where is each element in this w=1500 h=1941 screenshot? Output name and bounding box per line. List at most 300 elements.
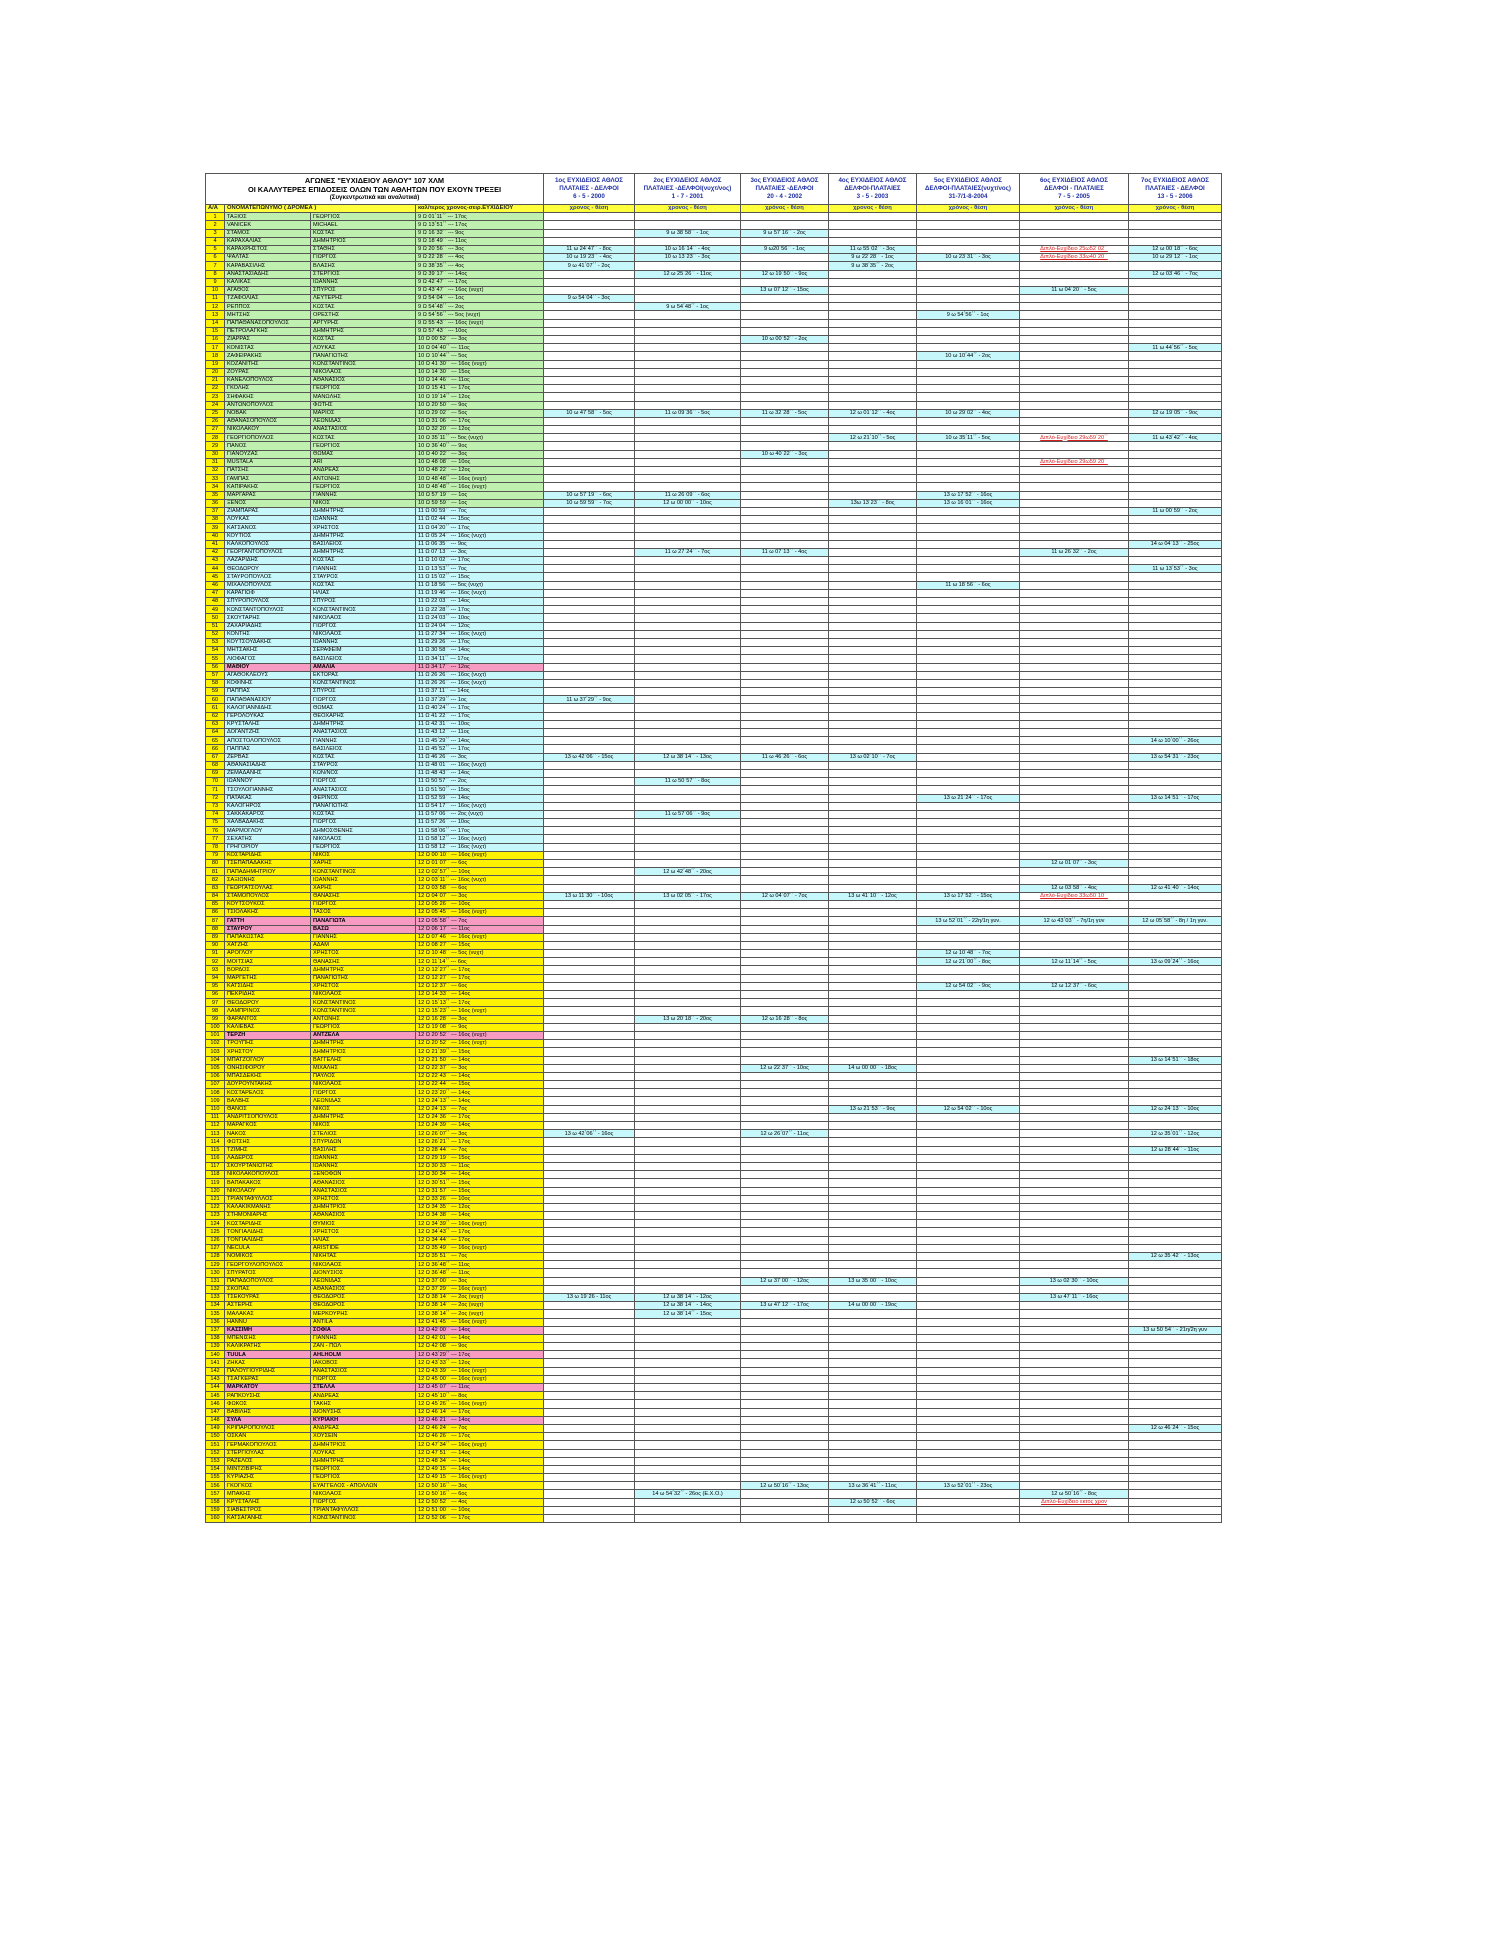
best-time: 12 Ω 33΄26΄΄ --- 10ος (416, 1195, 544, 1203)
result-cell-5 (917, 769, 1020, 777)
result-cell-3 (741, 352, 829, 360)
result-cell-4 (829, 843, 917, 851)
result-cell-2 (635, 917, 741, 925)
result-cell-3: 12 ω 16΄28΄΄ - 8ος (741, 1015, 829, 1023)
runner-first-name: ΘΕΟΔΩΡΟΣ (311, 1302, 416, 1310)
result-cell-1 (544, 1179, 635, 1187)
table-row (206, 982, 1222, 990)
result-cell-1 (544, 925, 635, 933)
table-row (206, 286, 1222, 294)
runner-first-name: ΣΤΕΛΙΟΣ (311, 1130, 416, 1138)
runner-first-name: ΧΡΗΣΤΟΣ (311, 524, 416, 532)
result-cell-1 (544, 868, 635, 876)
best-time: 11 Ω 41΄22΄΄ --- 17ος (416, 712, 544, 720)
result-cell-1 (544, 589, 635, 597)
runner-first-name: ΒΛΑΣΗΣ (311, 262, 416, 270)
runner-first-name: ΚΩΣΤΑΣ (311, 303, 416, 311)
result-cell-1 (544, 663, 635, 671)
best-time: 11 Ω 06΄35΄΄ --- 9ος (416, 540, 544, 548)
result-cell-5 (917, 688, 1020, 696)
result-cell-6 (1020, 1515, 1129, 1523)
runner-first-name: ΚΥΡΙΑΚΗ (311, 1416, 416, 1424)
result-cell-7 (1129, 614, 1222, 622)
result-cell-6 (1020, 1097, 1129, 1105)
result-cell-3 (741, 819, 829, 827)
runner-surname: MUSTALA (225, 458, 311, 466)
result-cell-6: 12 ω 01΄07΄΄ - 3ος (1020, 860, 1129, 868)
result-cell-1 (544, 786, 635, 794)
result-cell-1 (544, 368, 635, 376)
row-number: 93 (206, 966, 225, 974)
title-line-1: ΑΓΩΝΕΣ "ΕΥΧΙΔΕΙΟΥ ΑΘΛΟΥ" 107 ΧΛΜ (304, 176, 445, 185)
result-cell-6 (1020, 1146, 1129, 1154)
runner-surname: ΠΑΛΟΥΓΙΟΥΡΙΔΗΣ (225, 1367, 311, 1375)
result-cell-6 (1020, 221, 1129, 229)
row-number: 52 (206, 630, 225, 638)
result-cell-6 (1020, 1351, 1129, 1359)
runner-first-name: ΣΤΑΥΡΟΣ (311, 761, 416, 769)
result-cell-4 (829, 1138, 917, 1146)
result-cell-5 (917, 393, 1020, 401)
result-cell-4 (829, 917, 917, 925)
runner-first-name: ΠΑΝΑΓΙΩΤΑ (311, 917, 416, 925)
result-cell-5 (917, 876, 1020, 884)
result-cell-7: 14 ω 10΄00΄΄ - 26ος (1129, 737, 1222, 745)
result-cell-7 (1129, 1408, 1222, 1416)
row-number: 88 (206, 925, 225, 933)
result-cell-3 (741, 1310, 829, 1318)
result-cell-2 (635, 1228, 741, 1236)
result-cell-5 (917, 655, 1020, 663)
result-cell-4 (829, 614, 917, 622)
result-cell-3 (741, 417, 829, 425)
table-row (206, 303, 1222, 311)
best-time: 9 Ω 20΄56΄΄ --- 3ος (416, 245, 544, 253)
result-cell-4 (829, 704, 917, 712)
result-cell-2 (635, 1130, 741, 1138)
result-cell-5 (917, 442, 1020, 450)
result-cell-3 (741, 933, 829, 941)
result-cell-1 (544, 516, 635, 524)
runner-first-name: AHLHOLM (311, 1351, 416, 1359)
table-row (206, 581, 1222, 589)
row-number: 77 (206, 835, 225, 843)
best-time: 12 Ω 34΄35΄΄ --- 12ος (416, 1203, 544, 1211)
runner-surname: ΛΑΔΕΡΟΣ (225, 1154, 311, 1162)
runner-surname: ΣΕΧΑΤΗΣ (225, 835, 311, 843)
results-spreadsheet (205, 173, 1222, 1523)
best-time: 12 Ω 26΄07΄΄ --- 3ος (416, 1130, 544, 1138)
result-cell-4 (829, 1072, 917, 1080)
result-cell-3: 9 ω20΄56΄΄ - 1ος (741, 245, 829, 253)
result-cell-6: 13 ω 02΄30΄΄ - 10ος (1020, 1277, 1129, 1285)
result-cell-4 (829, 1334, 917, 1342)
result-cell-1 (544, 1449, 635, 1457)
result-cell-2 (635, 565, 741, 573)
runner-first-name: ΓΕΩΡΓΙΟΣ (311, 1023, 416, 1031)
result-cell-7 (1129, 1203, 1222, 1211)
row-number: 69 (206, 769, 225, 777)
row-number: 26 (206, 417, 225, 425)
row-number: 149 (206, 1424, 225, 1432)
runner-first-name: ΝΙΚΟΣ (311, 1122, 416, 1130)
runner-surname: ΧΡΗΣΤΟΥ (225, 1048, 311, 1056)
result-cell-1 (544, 1474, 635, 1482)
table-row (206, 475, 1222, 483)
result-cell-1 (544, 802, 635, 810)
result-cell-4 (829, 1179, 917, 1187)
result-cell-3 (741, 1113, 829, 1121)
result-cell-2: 11 ω 26΄09΄΄ - 6ος (635, 491, 741, 499)
runner-surname: ΚΑΣΣΙΜΗ (225, 1326, 311, 1334)
result-cell-2 (635, 712, 741, 720)
result-cell-6 (1020, 327, 1129, 335)
result-cell-5 (917, 884, 1020, 892)
row-number: 86 (206, 909, 225, 917)
result-cell-3 (741, 900, 829, 908)
result-cell-4 (829, 778, 917, 786)
table-row (206, 1474, 1222, 1482)
row-number: 145 (206, 1392, 225, 1400)
result-cell-6 (1020, 704, 1129, 712)
result-cell-3 (741, 737, 829, 745)
result-cell-7 (1129, 1433, 1222, 1441)
result-cell-6: 13 ω 47΄11΄΄ - 16ος (1020, 1293, 1129, 1301)
runner-first-name: ΣΕΡΑΦΕΙΜ (311, 647, 416, 655)
result-cell-7 (1129, 1023, 1222, 1031)
result-cell-4 (829, 229, 917, 237)
result-cell-3 (741, 1048, 829, 1056)
result-cell-2 (635, 696, 741, 704)
result-cell-7: 13 ω 14΄51΄΄ - 17ος (1129, 794, 1222, 802)
runner-surname: ΑΘΑΝΑΣΙΑΔΗΣ (225, 761, 311, 769)
result-cell-7 (1129, 1261, 1222, 1269)
best-time: 11 Ω 22΄28΄΄ --- 17ος (416, 606, 544, 614)
runner-first-name: ΓΙΑΝΝΗΣ (311, 737, 416, 745)
result-cell-4 (829, 426, 917, 434)
table-row (206, 679, 1222, 687)
runner-surname: ΤΡΟΥΠΗΣ (225, 1040, 311, 1048)
result-cell-7 (1129, 1162, 1222, 1170)
result-cell-1 (544, 557, 635, 565)
result-cell-1 (544, 950, 635, 958)
row-number: 95 (206, 982, 225, 990)
result-cell-7 (1129, 974, 1222, 982)
table-row (206, 778, 1222, 786)
result-cell-1 (544, 1375, 635, 1383)
result-cell-1 (544, 958, 635, 966)
result-cell-4: 11 ω 55΄02΄΄ - 3ος (829, 245, 917, 253)
result-cell-3 (741, 1326, 829, 1334)
runner-first-name: ΦΕΡΙΝΟΣ (311, 794, 416, 802)
table-row (206, 655, 1222, 663)
best-time: 9 Ω 22΄28΄΄ --- 4ος (416, 254, 544, 262)
result-cell-4 (829, 737, 917, 745)
result-cell-6 (1020, 237, 1129, 245)
result-cell-6 (1020, 630, 1129, 638)
result-cell-6 (1020, 900, 1129, 908)
result-cell-6 (1020, 581, 1129, 589)
result-cell-1 (544, 581, 635, 589)
row-number: 9 (206, 278, 225, 286)
result-cell-1 (544, 598, 635, 606)
result-cell-5: 12 ω 54΄02΄΄ - 9ος (917, 982, 1020, 990)
runner-surname: ΚΑΛΙΚΡΑΤΗΣ (225, 1343, 311, 1351)
result-cell-5 (917, 1113, 1020, 1121)
result-cell-2: 11 ω 50΄57΄΄ - 8ος (635, 778, 741, 786)
row-number: 40 (206, 532, 225, 540)
result-cell-3 (741, 319, 829, 327)
result-cell-3 (741, 1031, 829, 1039)
runner-surname: ΒΑΠΑΚΑΚΟΣ (225, 1179, 311, 1187)
result-cell-2 (635, 745, 741, 753)
runner-first-name: ΛΟΥΚΑΣ (311, 344, 416, 352)
result-cell-3 (741, 565, 829, 573)
result-cell-5 (917, 1146, 1020, 1154)
best-time: 12 Ω 49΄15΄΄ --- 14ος (416, 1465, 544, 1473)
result-cell-6: Διπλό-Ευχίδειο 29ω59΄20΄΄ (1020, 434, 1129, 442)
best-time: 11 Ω 58΄06΄΄ --- 17ος (416, 827, 544, 835)
result-cell-3 (741, 868, 829, 876)
best-time: 11 Ω 00΄59΄΄ --- 7ος (416, 507, 544, 515)
result-cell-4 (829, 1031, 917, 1039)
runner-surname: ΜΠΕΝΙΣΗΣ (225, 1334, 311, 1342)
result-cell-3 (741, 630, 829, 638)
result-cell-5 (917, 327, 1020, 335)
row-number: 123 (206, 1212, 225, 1220)
result-cell-5 (917, 1384, 1020, 1392)
result-cell-6 (1020, 851, 1129, 859)
result-cell-4 (829, 360, 917, 368)
best-time: 11 Ω 05΄24΄΄ --- 16ος (νυχτ) (416, 532, 544, 540)
table-row (206, 254, 1222, 262)
result-cell-5 (917, 1130, 1020, 1138)
result-cell-1 (544, 655, 635, 663)
runner-first-name: ΔΗΜΗΤΡΙΟΣ (311, 1048, 416, 1056)
result-cell-3 (741, 1056, 829, 1064)
runner-first-name: ΝΙΚΟΣ (311, 1105, 416, 1113)
result-cell-7 (1129, 663, 1222, 671)
table-row (206, 1408, 1222, 1416)
table-row (206, 925, 1222, 933)
result-cell-1 (544, 933, 635, 941)
best-time: 12 Ω 34΄39΄΄ --- 16ος (νυχτ) (416, 1220, 544, 1228)
result-cell-2: 12 ω 38΄14΄΄ - 15ος (635, 1310, 741, 1318)
runner-first-name: ΙΩΑΝΝΗΣ (311, 1154, 416, 1162)
result-cell-5 (917, 1343, 1020, 1351)
result-cell-7 (1129, 1064, 1222, 1072)
result-cell-3 (741, 442, 829, 450)
result-cell-6 (1020, 1048, 1129, 1056)
result-cell-6 (1020, 745, 1129, 753)
result-cell-5 (917, 417, 1020, 425)
result-cell-2 (635, 573, 741, 581)
best-time: 12 Ω 05΄45΄΄ --- 16ος (νυχτ) (416, 909, 544, 917)
result-cell-4 (829, 950, 917, 958)
event-header-4: 4ος ΕΥΧΙΔΕΙΟΣ ΑΘΛΟΣ ΔΕΛΦΟΙ-ΠΛΑΤΑΙΕΣ 3 - 5 - 2003 (829, 174, 917, 205)
row-number: 131 (206, 1277, 225, 1285)
result-cell-2 (635, 417, 741, 425)
result-cell-4: 14 ω 00΄00΄΄ - 19ος (829, 1302, 917, 1310)
result-cell-5 (917, 999, 1020, 1007)
row-number: 27 (206, 426, 225, 434)
result-cell-1 (544, 393, 635, 401)
result-cell-1 (544, 1113, 635, 1121)
result-cell-6 (1020, 532, 1129, 540)
result-cell-1 (544, 835, 635, 843)
result-cell-3 (741, 1400, 829, 1408)
result-cell-6 (1020, 475, 1129, 483)
result-cell-1 (544, 1064, 635, 1072)
event-header-5: 5ος ΕΥΧΙΔΕΙΟΣ ΑΘΛΟΣ ΔΕΛΦΟΙ-ΠΛΑΤΑΙΕΣ(νυχτ/νος) 31-7/1-8-2004 (917, 174, 1020, 205)
result-cell-5 (917, 712, 1020, 720)
table-row (206, 229, 1222, 237)
runner-first-name: ΒΑΣΙΛΕΙΟΣ (311, 655, 416, 663)
table-row (206, 974, 1222, 982)
result-cell-4 (829, 769, 917, 777)
table-row (206, 1384, 1222, 1392)
result-cell-7 (1129, 1138, 1222, 1146)
result-cell-4 (829, 1244, 917, 1252)
result-cell-4 (829, 1171, 917, 1179)
runner-first-name: ΛΕΩΝΙΔΑΣ (311, 1277, 416, 1285)
result-cell-7 (1129, 295, 1222, 303)
result-cell-3 (741, 1236, 829, 1244)
result-cell-7 (1129, 769, 1222, 777)
runner-surname: ΞΕΝΟΣ (225, 499, 311, 507)
result-cell-6 (1020, 1400, 1129, 1408)
result-cell-5 (917, 336, 1020, 344)
row-number: 151 (206, 1441, 225, 1449)
result-cell-7 (1129, 622, 1222, 630)
result-cell-1 (544, 376, 635, 384)
runner-surname: ΣΑΞΙΩΝΗΣ (225, 876, 311, 884)
result-cell-1 (544, 1040, 635, 1048)
runner-surname: ΠΑΠΑΔΟΠΟΥΛΟΣ (225, 1277, 311, 1285)
runner-first-name: ΑΝΑΣΤΑΣΙΟΣ (311, 729, 416, 737)
result-cell-5 (917, 483, 1020, 491)
result-cell-1 (544, 237, 635, 245)
result-cell-4 (829, 729, 917, 737)
result-cell-7: 12 ω 35΄01΄΄ - 12ος (1129, 1130, 1222, 1138)
runner-first-name: ΘΕΟΧΑΡΗΣ (311, 712, 416, 720)
row-number: 63 (206, 720, 225, 728)
result-cell-6 (1020, 1433, 1129, 1441)
best-time: 12 Ω 00΄10΄΄ --- 16ος (νυχτ) (416, 851, 544, 859)
result-cell-6 (1020, 1367, 1129, 1375)
result-cell-1 (544, 638, 635, 646)
runner-first-name: ΑΘΑΝΑΣΙΟΣ (311, 1212, 416, 1220)
result-cell-1 (544, 1220, 635, 1228)
runner-surname: ΑΡΟΓΛΟΥ (225, 950, 311, 958)
results-table (205, 173, 1222, 1523)
document-title (206, 174, 544, 205)
runner-first-name: ΚΩΝΣΤΑΝΤΙΝΟΣ (311, 999, 416, 1007)
result-cell-5 (917, 1351, 1020, 1359)
runner-first-name: ΚΩΝΣΤΑΝΤΙΝΟΣ (311, 1515, 416, 1523)
result-cell-7 (1129, 467, 1222, 475)
row-number: 71 (206, 786, 225, 794)
result-cell-1: 10 ω 57΄19΄΄ - 6ος (544, 491, 635, 499)
result-cell-7 (1129, 745, 1222, 753)
result-cell-2 (635, 1506, 741, 1514)
result-cell-2 (635, 1113, 741, 1121)
result-cell-7: 10 ω 29΄12΄΄ - 1ος (1129, 254, 1222, 262)
runner-first-name: ΘΑΝΑΣΗΣ (311, 892, 416, 900)
result-cell-2 (635, 1482, 741, 1490)
result-cell-7 (1129, 991, 1222, 999)
result-cell-4: 13 ω 02΄10΄΄ - 7ος (829, 753, 917, 761)
result-cell-5 (917, 376, 1020, 384)
row-number: 2 (206, 221, 225, 229)
result-cell-3 (741, 1515, 829, 1523)
result-cell-4 (829, 213, 917, 221)
result-cell-1 (544, 1384, 635, 1392)
result-cell-4 (829, 1089, 917, 1097)
result-cell-4 (829, 393, 917, 401)
result-cell-1 (544, 417, 635, 425)
result-cell-7 (1129, 1031, 1222, 1039)
result-cell-1 (544, 507, 635, 515)
best-time: 12 Ω 45΄26΄΄ --- 16ος (νυχτ) (416, 1400, 544, 1408)
result-cell-6 (1020, 352, 1129, 360)
result-cell-7 (1129, 532, 1222, 540)
row-number: 58 (206, 679, 225, 687)
result-cell-4 (829, 1515, 917, 1523)
result-cell-5 (917, 974, 1020, 982)
result-cell-3 (741, 598, 829, 606)
result-cell-4 (829, 982, 917, 990)
result-cell-3 (741, 483, 829, 491)
runner-first-name: ΝΙΚΟΛΑΟΣ (311, 1490, 416, 1498)
result-cell-1: 11 ω 24΄47΄΄ - 8ος (544, 245, 635, 253)
result-cell-3 (741, 1433, 829, 1441)
result-cell-1 (544, 704, 635, 712)
result-cell-1 (544, 385, 635, 393)
result-cell-2 (635, 1392, 741, 1400)
result-cell-2 (635, 1154, 741, 1162)
result-cell-4 (829, 1162, 917, 1170)
table-row (206, 745, 1222, 753)
result-cell-6 (1020, 336, 1129, 344)
runner-first-name: ΓΕΩΡΓΙΟΣ (311, 385, 416, 393)
row-number: 103 (206, 1048, 225, 1056)
runner-surname: ΛΙΟΦΑΓΟΣ (225, 655, 311, 663)
runner-first-name: ΙΩΑΝΝΗΣ (311, 516, 416, 524)
result-cell-7 (1129, 1179, 1222, 1187)
result-cell-7 (1129, 1244, 1222, 1252)
runner-first-name: ΚΩΝΣΤΑΝΤΙΝΟΣ (311, 1007, 416, 1015)
result-cell-3 (741, 1162, 829, 1170)
result-cell-5 (917, 598, 1020, 606)
table-row (206, 999, 1222, 1007)
best-time: 11 Ω 26΄26΄΄ --- 16ος (νυχτ) (416, 671, 544, 679)
result-cell-7 (1129, 1351, 1222, 1359)
row-number: 107 (206, 1081, 225, 1089)
result-cell-1 (544, 1441, 635, 1449)
row-number: 35 (206, 491, 225, 499)
result-cell-5 (917, 589, 1020, 597)
result-cell-2 (635, 827, 741, 835)
result-cell-1 (544, 1138, 635, 1146)
result-cell-6 (1020, 1482, 1129, 1490)
best-time: 10 Ω 40΄22΄΄ --- 3ος (416, 450, 544, 458)
runner-first-name: ΣΤΕΛΛΑ (311, 1384, 416, 1392)
best-time: 11 Ω 34΄17΄΄ --- 12ος (416, 663, 544, 671)
result-cell-7 (1129, 802, 1222, 810)
result-cell-6 (1020, 761, 1129, 769)
table-row (206, 270, 1222, 278)
